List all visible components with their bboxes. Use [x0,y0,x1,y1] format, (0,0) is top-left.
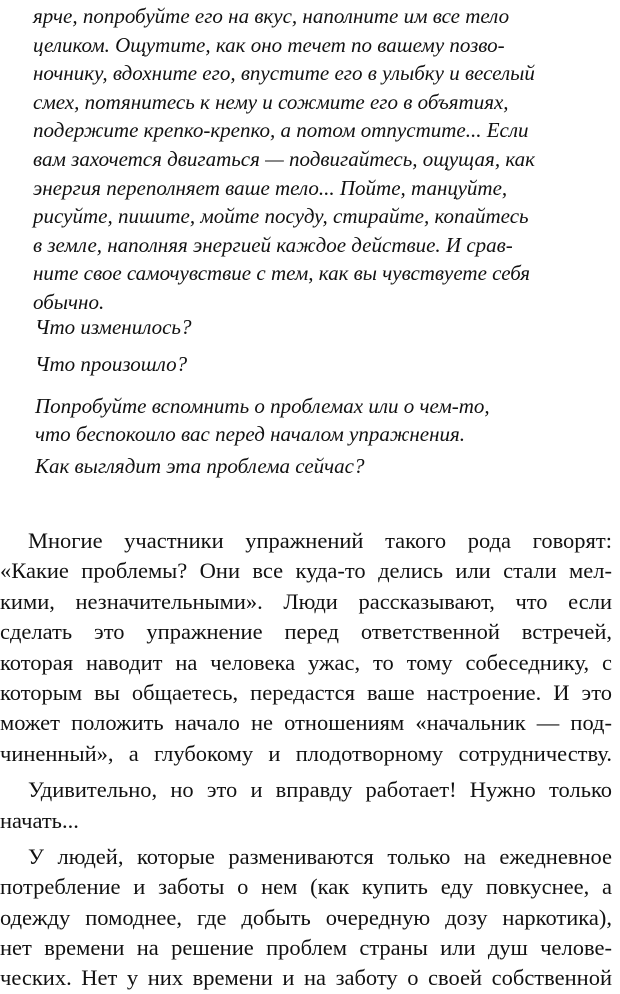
italic-line: вам захочется двигаться — подвигайтесь, ощущая, как [33,146,535,171]
paragraph-2-line: начать... [0,807,79,833]
paragraph-1-line: сделать это упражнение перед ответственной встречей, [0,619,612,645]
italic-line: в земле, наполняя энергией каждое действие. И срав- [33,232,513,257]
paragraph-1-line: «Какие проблемы? Они все куда-то делись или стали мел- [0,558,612,584]
paragraph-3-line: У людей, которые размениваются только на ежедневное [28,843,612,869]
question-what-changed: Что изменилось? [35,315,192,339]
italic-line: обычно. [33,289,105,314]
italic-line: рисуйте, пишите, мойте посуду, стирайте, копайтесь [33,204,529,229]
paragraph-1-line: которая наводит на человека ужас, то тому собеседнику, с [0,649,612,675]
paragraph-1-line: Многие участники упражнений такого рода говорят: [28,528,612,553]
question-problem-now: Как выглядит эта проблема сейчас? [35,454,365,478]
question-recall-problem-line1: Попробуйте вспомнить о проблемах или о чем-то, [35,394,490,418]
paragraph-3-line: потребление и заботы о нем (как купить еду повкуснее, а [0,874,612,900]
paragraph-1-line: которым вы общаетесь, передастся ваше настроение. И это [0,679,612,705]
question-recall-problem-line2: что беспокоило вас перед началом упражнения. [35,422,466,446]
italic-line: смех, потянитесь к нему и сожмите его в объятиях, [33,89,509,114]
italic-line: целиком. Ощутите, как оно течет по вашему позво- [33,32,505,57]
paragraph-3-line: ческих. Нет у них времени и на заботу о своей собственной [0,965,612,991]
italic-exercise-paragraph [33,2,593,317]
paragraph-1-line: кими, незначительными». Люди рассказывают, что если [0,588,612,614]
italic-line: подержите крепко-крепко, а потом отпустите... Если [33,118,529,143]
question-what-happened: Что произошло? [35,352,188,376]
italic-line: ните свое самочувствие с тем, как вы чувствуете себя [33,261,531,286]
paragraph-1-line: может положить начало не отношениям «начальник — под- [0,710,612,736]
italic-line: ярче, попробуйте его на вкус, наполните им все тело [33,4,510,28]
paragraph-2-line: Удивительно, но это и вправду работает! Нужно только [28,777,612,803]
main-text [0,526,612,994]
italic-line: энергия переполняет ваше тело... Пойте, танцуйте, [33,175,508,200]
paragraph-1-line: чиненный», а глубокому и плодотворному сотрудничеству. [0,740,612,766]
paragraph-3-line: нет времени на решение проблем страны или душ челове- [0,935,612,961]
paragraph-3-line: одежду помоднее, где добыть очередную дозу наркотика), [0,904,612,930]
italic-line: ночнику, вдохните его, впустите его в улыбку и веселый [33,61,535,86]
